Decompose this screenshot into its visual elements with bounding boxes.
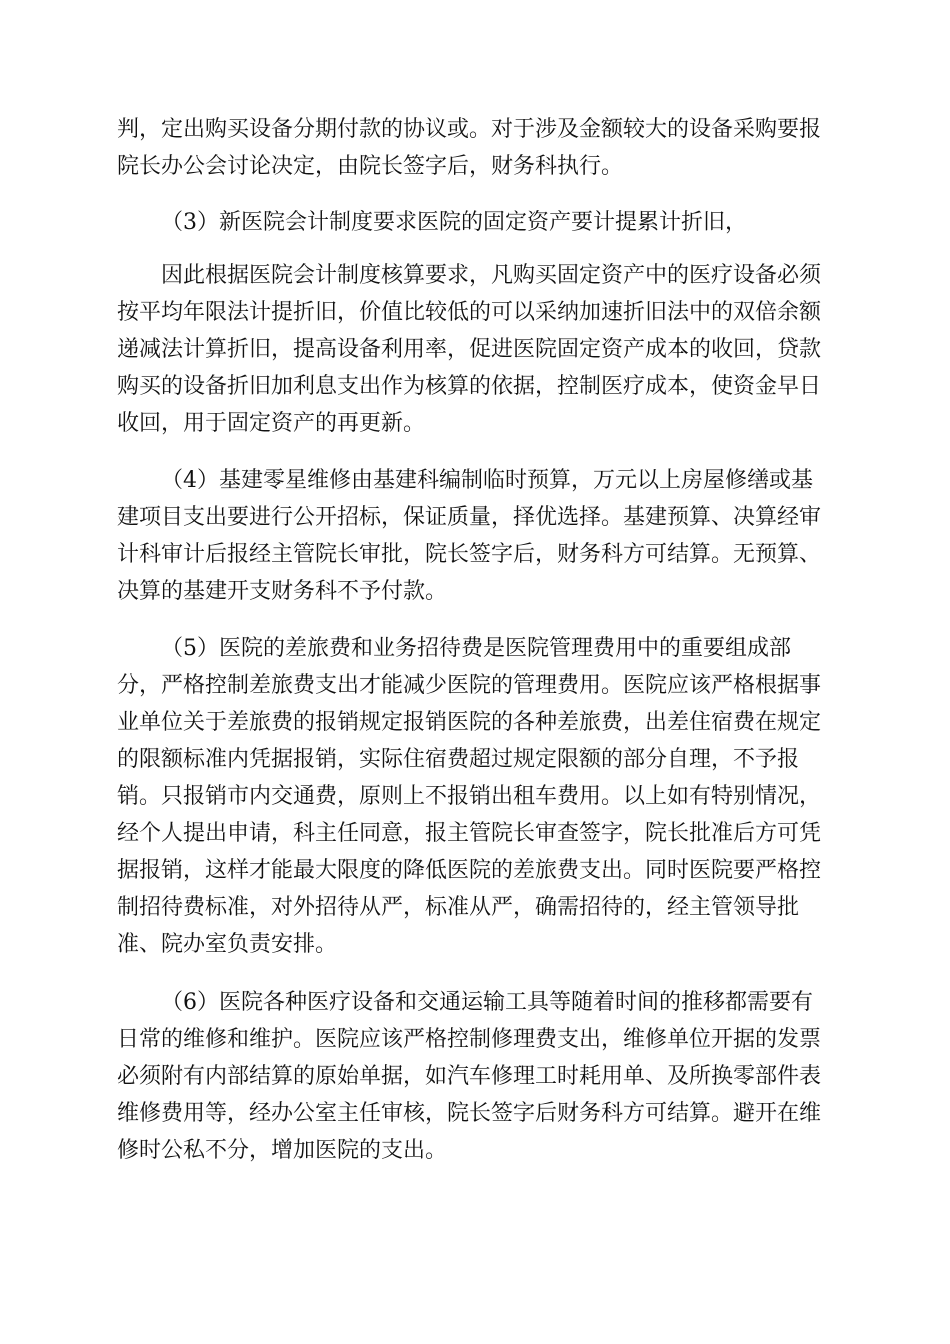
paragraph-line: 据报销，这样才能最大限度的降低医院的差旅费支出。同时医院要严格控	[117, 858, 822, 883]
paragraph-line: 业单位关于差旅费的报销规定报销医院的各种差旅费，出差住宿费在规定	[117, 710, 822, 735]
paragraph-line: 购买的设备折旧加利息支出作为核算的依据，控制医疗成本，使资金早日	[117, 374, 822, 399]
paragraph-line: 经个人提出申请，科主任同意，报主管院长审查签字，院长批准后方可凭	[117, 821, 822, 846]
paragraph-line: 日常的维修和维护。医院应该严格控制修理费支出，维修单位开据的发票	[117, 1027, 822, 1052]
paragraph-line: （5）医院的差旅费和业务招待费是医院管理费用中的重要组成部	[161, 636, 791, 661]
paragraph-line: 递减法计算折旧，提高设备利用率，促进医院固定资产成本的收回，贷款	[117, 337, 822, 362]
paragraph-line: 建项目支出要进行公开招标，保证质量，择优选择。基建预算、决算经审	[117, 505, 822, 530]
paragraph-line: （3）新医院会计制度要求医院的固定资产要计提累计折旧，	[161, 210, 747, 235]
paragraph-line: 修时公私不分，增加医院的支出。	[117, 1138, 448, 1163]
paragraph-line: 维修费用等，经办公室主任审核，院长签字后财务科方可结算。避开在维	[117, 1101, 822, 1126]
paragraph-line: 制招待费标准，对外招待从严，标准从严，确需招待的，经主管领导批	[117, 895, 800, 920]
paragraph-line: 决算的基建开支财务科不予付款。	[117, 579, 448, 604]
paragraph-line: （6）医院各种医疗设备和交通运输工具等随着时间的推移都需要有	[161, 990, 813, 1015]
paragraph-line: 判，定出购买设备分期付款的协议或。对于涉及金额较大的设备采购要报	[117, 117, 822, 142]
paragraph-line: 分，严格控制差旅费支出才能减少医院的管理费用。医院应该严格根据事	[117, 673, 822, 698]
paragraph-line: （4）基建零星维修由基建科编制临时预算，万元以上房屋修缮或基	[161, 468, 813, 493]
paragraph-line: 因此根据医院会计制度核算要求，凡购买固定资产中的医疗设备必须	[161, 263, 822, 288]
paragraph-line: 必须附有内部结算的原始单据，如汽车修理工时耗用单、及所换零部件表	[117, 1064, 822, 1089]
paragraph-line: 准、院办室负责安排。	[117, 932, 338, 957]
paragraph-line: 按平均年限法计提折旧，价值比较低的可以采纳加速折旧法中的双倍余额	[117, 300, 822, 325]
paragraph-line: 院长办公会讨论决定，由院长签字后，财务科执行。	[117, 154, 624, 179]
paragraph-line: 的限额标准内凭据报销，实际住宿费超过规定限额的部分自理，不予报	[117, 747, 800, 772]
paragraph-line: 计科审计后报经主管院长审批，院长签字后，财务科方可结算。无预算、	[117, 542, 822, 567]
paragraph-line: 收回，用于固定资产的再更新。	[117, 411, 426, 436]
paragraph-line: 销。只报销市内交通费，原则上不报销出租车费用。以上如有特别情况，	[117, 784, 822, 809]
